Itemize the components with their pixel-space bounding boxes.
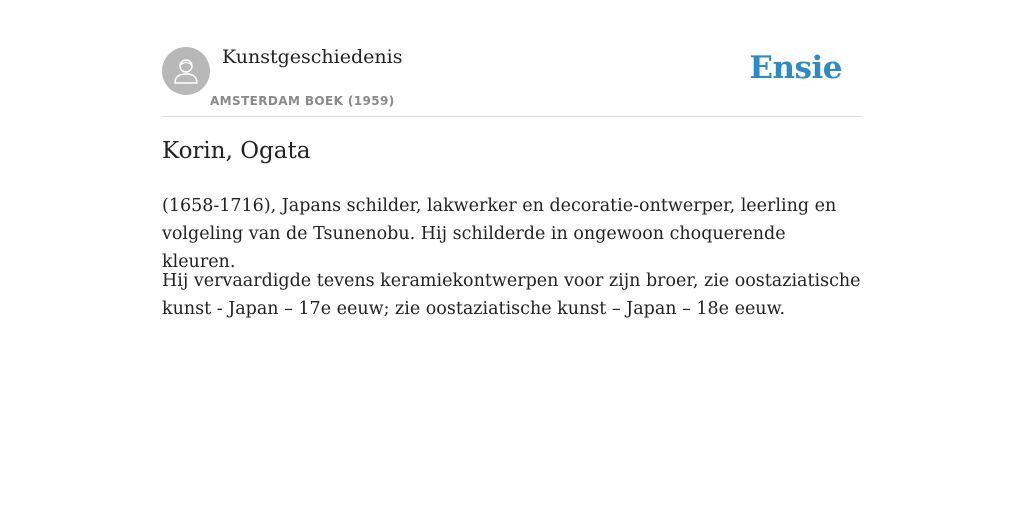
entry-paragraph-1: (1658-1716), Japans schilder, lakwerker en decoratie-ontwerper, leerling en volgeling van de Tsunenobu. Hij schilderde in ongewoon choquerende kleuren. xyxy=(162,196,837,272)
user-outline-icon xyxy=(171,56,201,86)
ensie-logo[interactable]: Ensie xyxy=(749,50,842,86)
user-avatar-icon[interactable] xyxy=(162,47,210,95)
book-title[interactable]: Kunstgeschiedenis xyxy=(222,46,403,68)
entry-title: Korin, Ogata xyxy=(162,138,311,164)
header xyxy=(162,40,862,117)
book-source: AMSTERDAM BOEK (1959) xyxy=(210,94,395,108)
entry-paragraph-2: Hij vervaardigde tevens keramiekontwerpen voor zijn broer, zie oostaziatische kunst - Japan – 17e eeuw; zie oostaziatische kunst – Japan – 18e eeuw. xyxy=(162,271,861,319)
